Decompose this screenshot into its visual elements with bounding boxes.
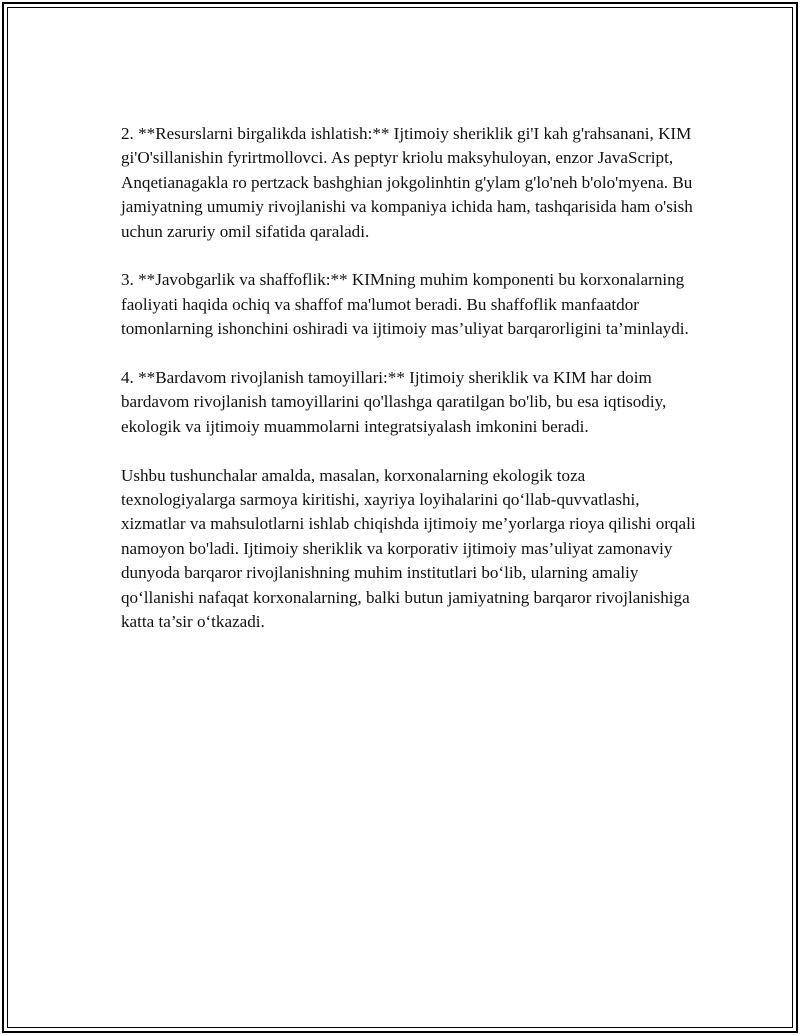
paragraph-resource-sharing: 2. **Resurslarni birgalikda ishlatish:** Ijtimoiy sheriklik gi'I kah g'rahsanani, KIM gi'O'sillanishin fyrirtmollovci. As peptyr kriolu maksyhuloyan, enzor JavaScript, Anqetianagakla ro pertzack bashghian jokgolinhtin g'ylam g'lo'neh b'olo'myena. Bu jamiyatning umumiy rivojlanishi va kompaniya ichida ham, tashqarisida ham o'sish uchun zaruriy omil sifatida qaraladi. [121, 124, 693, 241]
paragraph-conclusion: Ushbu tushunchalar amalda, masalan, korxonalarning ekologik toza texnologiyalarga sarmoya kiritishi, xayriya loyihalarini qo‘llab-quvvatlashi, xizmatlar va mahsulotlarni ishlab chiqishda ijtimoiy me’yorlarga rioya qilishi orqali namoyon bo'ladi. Ijtimoiy sheriklik va korporativ ijtimoiy mas’uliyat zamonaviy dunyoda barqaror rivojlanishning muhim institutlari bo‘lib, ularning amaliy qo‘llanishi nafaqat korxonalarning, balki butun jamiyatning barqaror rivojlanishiga katta ta’sir o‘tkazadi. [121, 465, 696, 632]
page-frame [2, 2, 798, 1033]
document-body [121, 122, 696, 659]
paragraph-accountability-transparency: 3. **Javobgarlik va shaffoflik:** KIMning muhim komponenti bu korxonalarning faoliyati haqida ochiq va shaffof ma'lumot beradi. Bu shaffoflik manfaatdor tomonlarning ishonchini oshiradi va ijtimoiy mas’uliyat barqarorligini ta’minlaydi. [121, 270, 689, 339]
paragraph-sustainable-development: 4. **Bardavom rivojlanish tamoyillari:** Ijtimoiy sheriklik va KIM har doim bardavom rivojlanish tamoyillarini qo'llashga qaratilgan bo'lib, bu esa iqtisodiy, ekologik va ijtimoiy muammolarni integratsiyalash imkonini beradi. [121, 368, 667, 436]
